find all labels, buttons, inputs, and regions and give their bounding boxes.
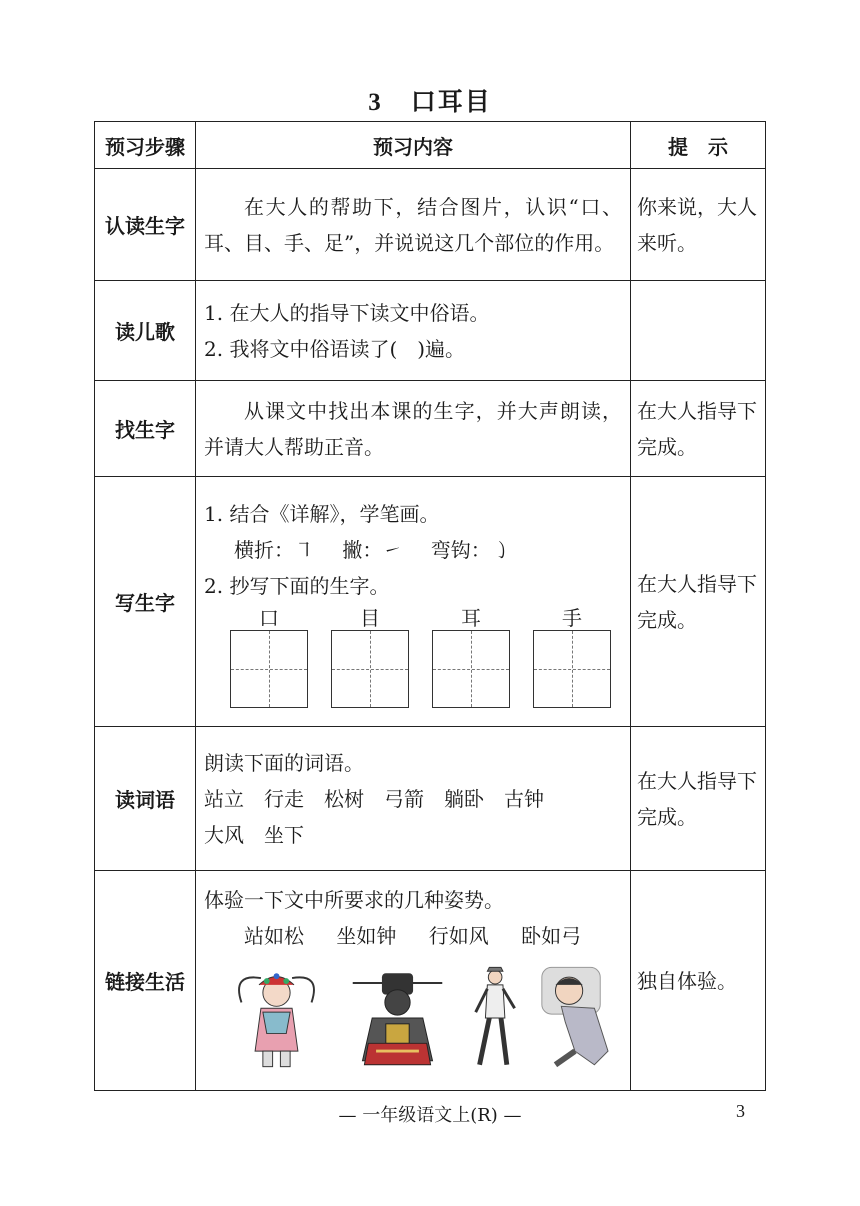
content-text: 从课文中找出本课的生字，并大声朗读，并请大人帮助正音。 bbox=[196, 381, 631, 477]
pose-label: 行如风 bbox=[428, 923, 489, 948]
writing-grid bbox=[331, 606, 409, 708]
hint-text bbox=[631, 281, 766, 381]
page-footer: — 一年级语文上(R) — bbox=[338, 1105, 522, 1126]
stroke-item: 撇：㇀ bbox=[342, 537, 403, 562]
grid-character: 口 bbox=[259, 605, 279, 630]
writing-grid bbox=[230, 606, 308, 708]
stroke-list bbox=[204, 532, 622, 568]
pose-label: 站如松 bbox=[244, 923, 304, 948]
page-title bbox=[0, 82, 860, 118]
row-rhyme bbox=[95, 281, 766, 381]
standing-opera-figure-illustration bbox=[222, 962, 331, 1074]
pose-illustrations bbox=[204, 954, 622, 1080]
tian-grid-box[interactable] bbox=[230, 630, 308, 708]
content-cell bbox=[196, 727, 631, 871]
walking-man-illustration bbox=[464, 962, 524, 1074]
content-line: 2. 我将文中俗语读了( )遍。 bbox=[204, 336, 466, 361]
pose-label: 坐如钟 bbox=[336, 923, 397, 948]
header-row bbox=[95, 122, 766, 169]
stroke-item: 弯钩：㇁ bbox=[430, 537, 511, 562]
content-line: 朗读下面的词语。 bbox=[204, 750, 364, 775]
step-label: 读儿歌 bbox=[95, 281, 196, 381]
word-list: 大风 坐下 bbox=[204, 822, 304, 847]
header-content: 预习内容 bbox=[196, 122, 631, 169]
tian-grid-box[interactable] bbox=[432, 630, 510, 708]
tian-grid-box[interactable] bbox=[331, 630, 409, 708]
row-write-chars bbox=[95, 477, 766, 727]
page-number: 3 bbox=[736, 1101, 745, 1121]
step-label: 认读生字 bbox=[95, 169, 196, 281]
hint-text: 在大人指导下完成。 bbox=[631, 477, 766, 727]
step-label: 找生字 bbox=[95, 381, 196, 477]
writing-grid-row bbox=[204, 606, 622, 708]
hint-text: 独自体验。 bbox=[631, 871, 766, 1091]
step-label: 链接生活 bbox=[95, 871, 196, 1091]
grid-character: 目 bbox=[360, 605, 380, 630]
header-step: 预习步骤 bbox=[95, 122, 196, 169]
hint-text: 在大人指导下完成。 bbox=[631, 727, 766, 871]
lesson-number: 3 bbox=[368, 89, 383, 116]
content-cell bbox=[196, 871, 631, 1091]
preview-table bbox=[94, 121, 766, 1091]
writing-grid bbox=[533, 606, 611, 708]
writing-grid bbox=[432, 606, 510, 708]
grid-character: 手 bbox=[562, 605, 582, 630]
content-text: 在大人的帮助下，结合图片，认识“口、耳、目、手、足”，并说说这几个部位的作用。 bbox=[196, 169, 631, 281]
word-list: 站立 行走 松树 弓箭 躺卧 古钟 bbox=[204, 786, 544, 811]
content-cell bbox=[196, 477, 631, 727]
content-cell bbox=[196, 281, 631, 381]
row-recognize bbox=[95, 169, 766, 281]
step-label: 写生字 bbox=[95, 477, 196, 727]
content-line: 1. 在大人的指导下读文中俗语。 bbox=[204, 300, 490, 325]
content-line: 2. 抄写下面的生字。 bbox=[204, 573, 390, 598]
row-read-words bbox=[95, 727, 766, 871]
sitting-official-illustration bbox=[343, 962, 452, 1074]
hint-text: 在大人指导下完成。 bbox=[631, 381, 766, 477]
hint-text: 你来说，大人来听。 bbox=[631, 169, 766, 281]
content-line: 1. 结合《详解》，学笔画。 bbox=[204, 501, 440, 526]
row-find-chars bbox=[95, 381, 766, 477]
content-line: 体验一下文中所要求的几种姿势。 bbox=[204, 887, 504, 912]
pose-labels bbox=[204, 918, 622, 954]
header-hint: 提 示 bbox=[631, 122, 766, 169]
step-label: 读词语 bbox=[95, 727, 196, 871]
grid-character: 耳 bbox=[461, 605, 481, 630]
lesson-title: 口耳目 bbox=[410, 87, 492, 116]
stroke-item: 横折：㇕ bbox=[234, 537, 314, 562]
row-link-life bbox=[95, 871, 766, 1091]
tian-grid-box[interactable] bbox=[533, 630, 611, 708]
pose-label: 卧如弓 bbox=[521, 923, 582, 948]
sleeping-boy-illustration bbox=[536, 962, 622, 1074]
